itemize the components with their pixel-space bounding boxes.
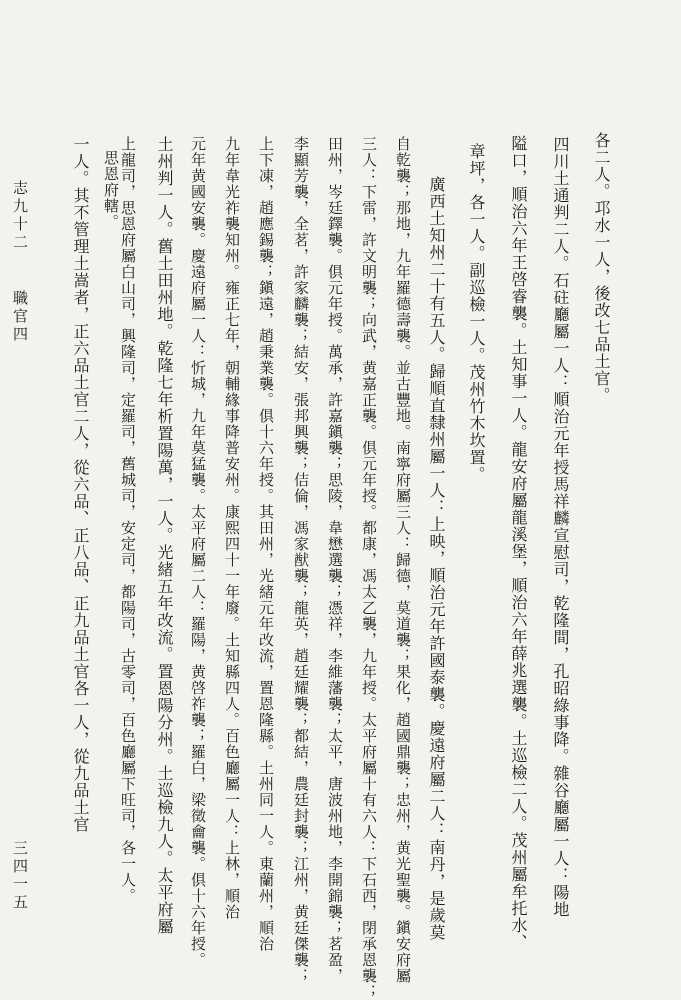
page-number: 三四一五: [11, 840, 29, 912]
text-column-9: 李顯芳襲，全茗，許家麟襲；結安，張邦興襲；佶倫，馮家猷襲；龍英，趙廷耀襲；都結，農廷封襲；江州，黄廷傑襲；: [292, 136, 310, 984]
text-column-13: 土州判一人。舊土田州地。乾隆七年析置陽萬，一人。光緒五年改流。置恩陽分州。土巡檢九人。太平府屬: [155, 136, 174, 935]
text-column-1: 各二人。邛水一人，後改七品土官。: [592, 132, 611, 404]
text-column-8: 田州，岑廷鐸襲。俱元年授。萬承，許嘉鎭襲；思陵，韋懋選襲；憑祥，李維藩襲；太平，唐波州地，李開錦襲；茗盈，: [326, 136, 344, 984]
text-column-6: 自乾襲；那地，九年羅德壽襲。並古豐地。南寧府屬三人：歸德，莫道襲；果化，趙國鼎襲；忠州，黄光聖襲。鎭安府屬: [394, 136, 412, 984]
text-column-12: 元年黄國安襲。慶遠府屬一人：忻城，九年莫猛襲。太平府屬二人：羅陽，黄啓祚襲；羅白，梁徵龠襲。俱十六年授。: [189, 136, 207, 968]
chapter-header: 志九十二: [11, 180, 29, 252]
text-column-3: 隘口，順治六年王啓睿襲。土知事一人。龍安府屬龍溪堡，順治六年薛兆選襲。土巡檢二人。茂州屬牟托水、: [509, 135, 528, 951]
text-column-14: 上龍司，思恩府屬白山司，興隆司，定羅司，舊城司，安定司，都陽司，古零司，百色廳屬下旺司，各一人。: [119, 136, 137, 904]
text-column-15: 思恩府轄。: [102, 150, 120, 230]
text-column-5: 廣西土知州二十有五人。歸順直隸州屬一人：上映，順治元年許國泰襲。慶遠府屬二人：南丹，是歲莫: [427, 176, 446, 941]
text-column-4: 章坪，各一人。副巡檢一人。茂州竹木坎置。: [467, 143, 486, 483]
text-column-2: 四川土通判二人。石砫廳屬一人：順治元年授馬祥麟宣慰司，乾隆間，孔昭綠事降。雜谷廳屬一人：陽地: [551, 136, 570, 918]
text-column-7: 三人：下雷，許文明襲；向武，黄嘉正襲。俱元年授。都康，馮太乙襲，九年授。太平府屬十有六人：下石西，閉承恩襲；: [360, 136, 378, 1000]
section-header: 職官四: [11, 290, 29, 344]
text-column-10: 上下凍，趙應錫襲；鎭遠，趙秉業襲。俱十六年授。其田州，光緒元年改流，置恩隆縣。土州同一人。東蘭州，順治: [257, 136, 275, 952]
text-column-16: 一人。其不管理土嵩者，正六品土官二人，從六品、正八品、正九品土官各一人，從九品土官: [71, 136, 90, 833]
text-column-11: 九年韋光祚襲知州。雍正七年，朝輔緣事降普安州。康熙四十一年廢。土知縣四人。百色廳屬一人：上林，順治: [223, 136, 241, 920]
